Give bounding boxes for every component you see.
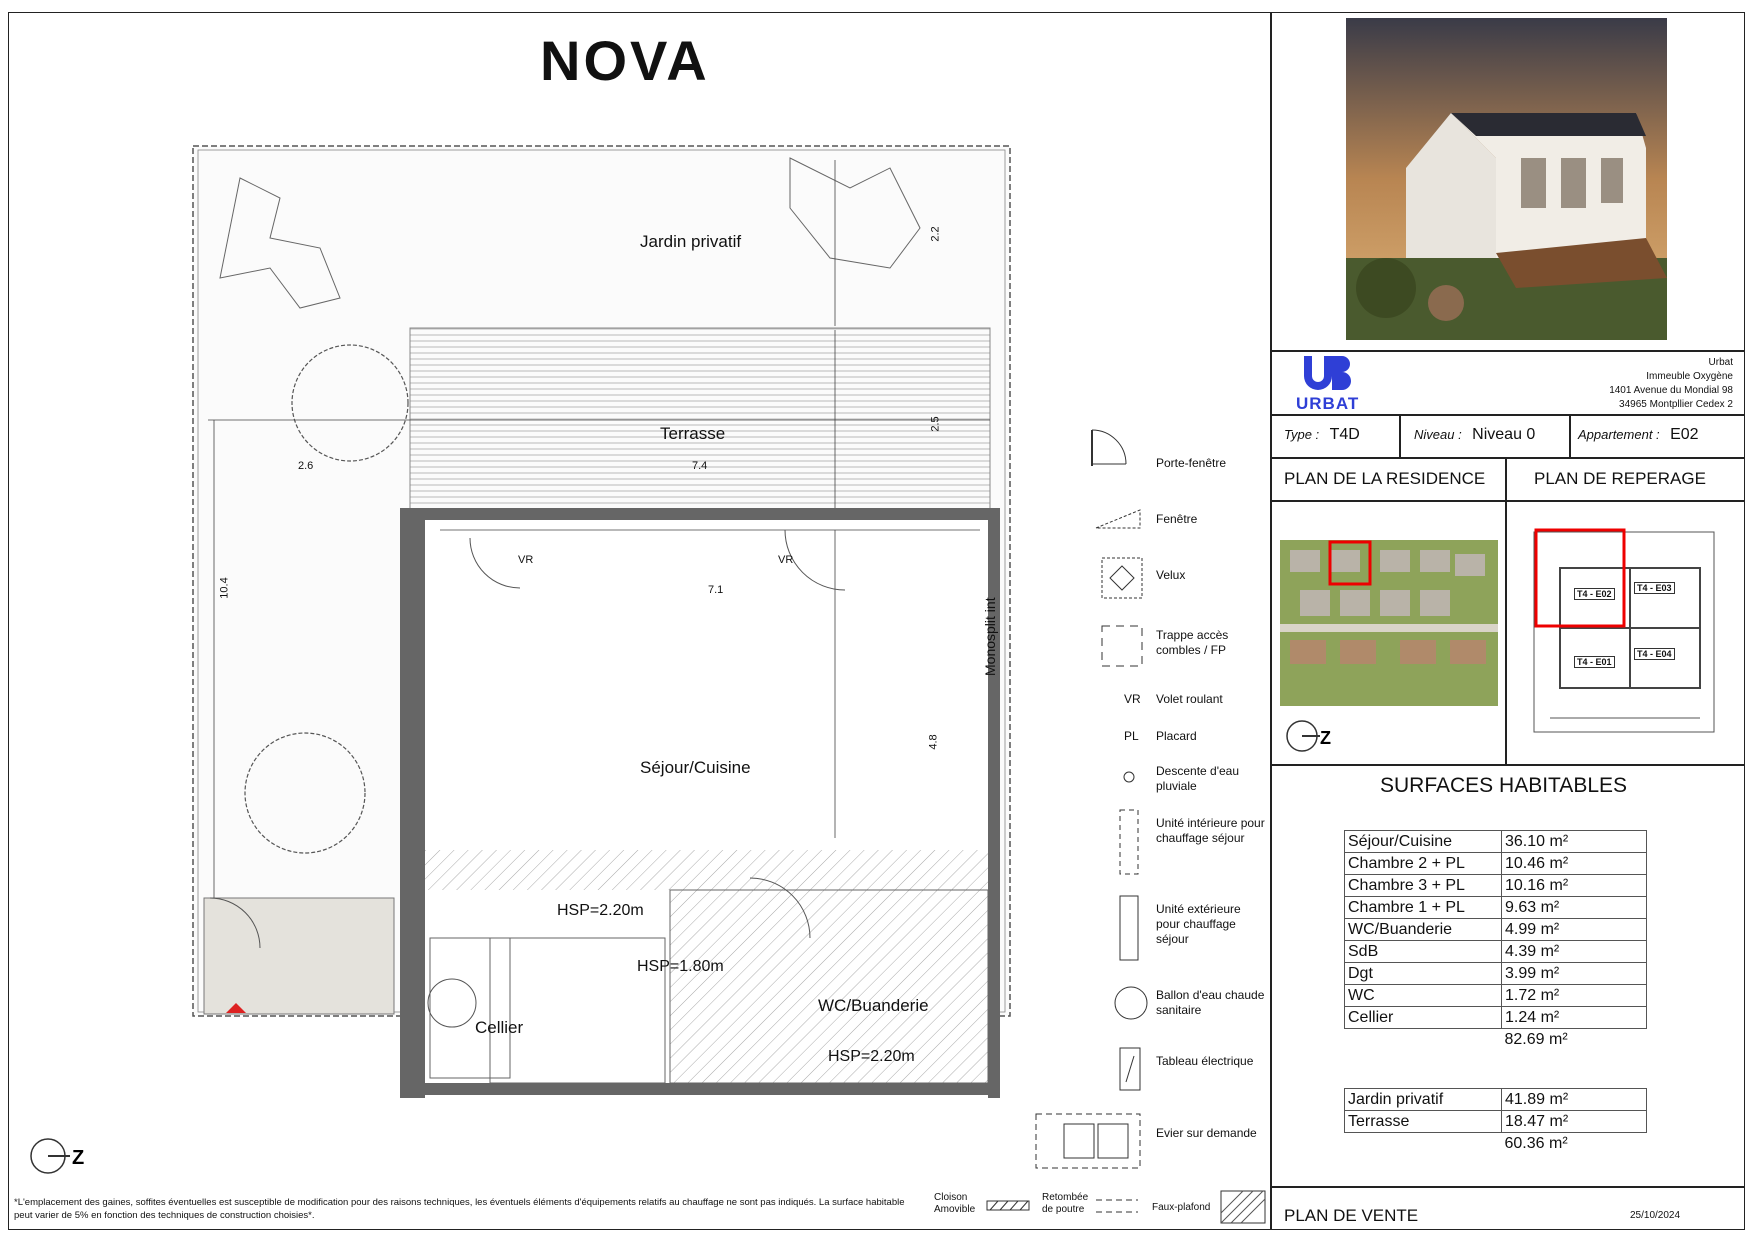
surfaces-exterior-table (1344, 1088, 1647, 1154)
footnote: *L'emplacement des gaines, soffites éventuelles est susceptible de modification pour des raisons techniques, les éventuels éléments d'équipements relatifs au chauffage ne sont pas indiqués. La surface habitable peut varier de 5% en fonction des techniques de construction choisies*. (14, 1197, 905, 1221)
room-cellier: Cellier (475, 1018, 524, 1037)
legend-trappe: Trappe accès combles / FP (1156, 628, 1229, 657)
legend-ballon: Ballon d'eau chaude sanitaire (1156, 988, 1265, 1017)
dimension: 7.1 (708, 584, 724, 596)
address-line: Immeuble Oxygène (1646, 371, 1733, 382)
surface-value: 18.47 m² (1502, 1111, 1647, 1133)
dimension: 2.2 (929, 226, 942, 242)
legend-fenetre: Fenêtre (1156, 512, 1198, 526)
reperage-label: T4 - E01 (1574, 656, 1615, 668)
vr-label: VR (518, 554, 534, 566)
surface-name: Terrasse (1345, 1111, 1502, 1133)
faux-plafond-swatch (1220, 1190, 1266, 1224)
cloison-swatch (986, 1200, 1030, 1212)
total-row (1345, 1133, 1647, 1155)
reperage-label: T4 - E03 (1634, 582, 1675, 594)
footer-date: 25/10/2024 (1630, 1210, 1681, 1221)
divider (1270, 457, 1745, 459)
address-line: 34965 Montpllier Cedex 2 (1619, 399, 1733, 410)
company-name: Urbat (1708, 357, 1733, 368)
descente-icon (1122, 770, 1136, 784)
niveau-field (1414, 426, 1535, 444)
surface-row (1345, 1007, 1647, 1029)
surface-total: 60.36 m² (1504, 1134, 1568, 1152)
legend-faux-plafond: Faux-plafond (1152, 1202, 1211, 1213)
spacer (1345, 1133, 1502, 1155)
residence-site-plan (1280, 540, 1498, 706)
room-wc: WC/Buanderie (818, 996, 929, 1015)
building-rendering (1346, 18, 1667, 340)
surface-value: 41.89 m² (1502, 1089, 1647, 1111)
retombee-swatch (1094, 1196, 1140, 1218)
surface-name: Cellier (1345, 1007, 1502, 1029)
surface-row (1345, 853, 1647, 875)
divider (1270, 12, 1272, 1230)
surface-value: 3.99 m² (1502, 963, 1647, 985)
legend-velux: Velux (1156, 568, 1186, 582)
legend-evier: Evier sur demande (1156, 1126, 1257, 1140)
legend-retombee: Retombée de poutre (1042, 1192, 1089, 1215)
trappe-icon (1100, 624, 1144, 668)
surface-row (1345, 941, 1647, 963)
type-field (1284, 426, 1360, 444)
page-title: NOVA (540, 29, 710, 92)
residence-title: PLAN DE LA RESIDENCE (1284, 469, 1486, 488)
surface-row (1345, 985, 1647, 1007)
divider (1270, 764, 1745, 766)
surface-name: Séjour/Cuisine (1345, 831, 1502, 853)
divider (1270, 350, 1745, 352)
svg-text:Z: Z (1320, 728, 1331, 748)
hsp-label: HSP=1.80m (637, 958, 724, 975)
surface-row (1345, 875, 1647, 897)
surfaces-habitables-table (1344, 830, 1647, 1050)
surface-name: Chambre 3 + PL (1345, 875, 1502, 897)
room-terrasse: Terrasse (660, 424, 726, 443)
legend-vr: Volet roulant (1156, 692, 1223, 706)
surface-value: 1.72 m² (1502, 985, 1647, 1007)
legend-unite-ext: Unité extérieure pour chauffage séjour (1156, 902, 1241, 946)
fenetre-icon (1094, 508, 1142, 530)
evier-icon (1034, 1112, 1144, 1172)
legend-descente: Descente d'eau pluviale (1156, 764, 1240, 793)
surface-value: 4.39 m² (1502, 941, 1647, 963)
surface-value: 10.46 m² (1502, 853, 1647, 875)
north-arrow-icon (1284, 718, 1336, 758)
legend-pl: Placard (1156, 729, 1197, 743)
hsp-label: HSP=2.20m (828, 1048, 915, 1065)
appart-value: E02 (1670, 426, 1699, 443)
reperage-title: PLAN DE REPERAGE (1534, 469, 1706, 488)
surfaces-title: SURFACES HABITABLES (1380, 774, 1628, 797)
dimension: 7.4 (692, 460, 708, 472)
dimension: 4.8 (927, 734, 940, 750)
hsp-label: HSP=2.20m (557, 902, 644, 919)
type-label: Type : (1284, 427, 1320, 442)
surface-row (1345, 963, 1647, 985)
svg-text:Z: Z (72, 1147, 85, 1169)
niveau-value: Niveau 0 (1472, 426, 1536, 443)
divider (1270, 414, 1745, 416)
dimension: 2.5 (929, 416, 942, 432)
legend-cloison: Cloison Amovible (934, 1192, 976, 1215)
appart-label: Appartement : (1578, 427, 1660, 442)
surface-row (1345, 1089, 1647, 1111)
surface-row (1345, 1111, 1647, 1133)
surface-row (1345, 919, 1647, 941)
divider (1569, 414, 1571, 457)
surface-name: Chambre 1 + PL (1345, 897, 1502, 919)
vr-label: VR (778, 554, 794, 566)
divider (1505, 457, 1507, 764)
terrasse-deck (410, 328, 990, 514)
velux-icon (1100, 556, 1144, 600)
spacer (1345, 1029, 1502, 1051)
company-address (1609, 356, 1733, 412)
room-jardin: Jardin privatif (640, 232, 742, 251)
surface-name: Dgt (1345, 963, 1502, 985)
tableau-icon (1118, 1046, 1142, 1092)
legend-pl-key: PL (1124, 729, 1139, 743)
room-sejour: Séjour/Cuisine (640, 758, 751, 777)
surface-name: Jardin privatif (1345, 1089, 1502, 1111)
floor-plan (190, 138, 1020, 1098)
appart-field (1578, 426, 1699, 444)
divider (1399, 414, 1401, 457)
north-arrow-icon (28, 1136, 92, 1176)
surface-name: SdB (1345, 941, 1502, 963)
surface-name: WC (1345, 985, 1502, 1007)
legend-unite-int: Unité intérieure pour chauffage séjour (1156, 816, 1265, 845)
surface-row (1345, 831, 1647, 853)
ballon-icon (1112, 984, 1150, 1022)
surface-value: 36.10 m² (1502, 831, 1647, 853)
dimension: 2.6 (298, 460, 314, 472)
address-line: 1401 Avenue du Mondial 98 (1609, 385, 1733, 396)
surface-name: WC/Buanderie (1345, 919, 1502, 941)
porte-fenetre-icon (1090, 428, 1140, 468)
dimension: 10.4 (218, 577, 231, 599)
total-row (1345, 1029, 1647, 1051)
surface-value: 4.99 m² (1502, 919, 1647, 941)
reperage-label: T4 - E02 (1574, 588, 1615, 600)
unite-int-icon (1118, 808, 1142, 878)
reperage-plan (1530, 528, 1720, 738)
legend-vr-key: VR (1124, 692, 1141, 706)
footer-label: PLAN DE VENTE (1284, 1206, 1419, 1225)
surface-row (1345, 897, 1647, 919)
reperage-label: T4 - E04 (1634, 648, 1675, 660)
legend-porte-fenetre: Porte-fenêtre (1156, 456, 1227, 470)
legend-tableau: Tableau électrique (1156, 1054, 1254, 1068)
monosplit-label: Monosplit int (982, 597, 998, 676)
unite-ext-icon (1118, 894, 1142, 964)
surface-value: 1.24 m² (1502, 1007, 1647, 1029)
surface-total: 82.69 m² (1504, 1030, 1568, 1048)
entry-paving (204, 898, 394, 1014)
divider (1270, 500, 1745, 502)
divider (1270, 1186, 1745, 1188)
surface-value: 9.63 m² (1502, 897, 1647, 919)
faux-plafond (425, 850, 988, 890)
surface-value: 10.16 m² (1502, 875, 1647, 897)
surface-name: Chambre 2 + PL (1345, 853, 1502, 875)
logo-text: URBAT (1296, 394, 1360, 413)
niveau-label: Niveau : (1414, 427, 1462, 442)
type-value: T4D (1329, 426, 1360, 443)
